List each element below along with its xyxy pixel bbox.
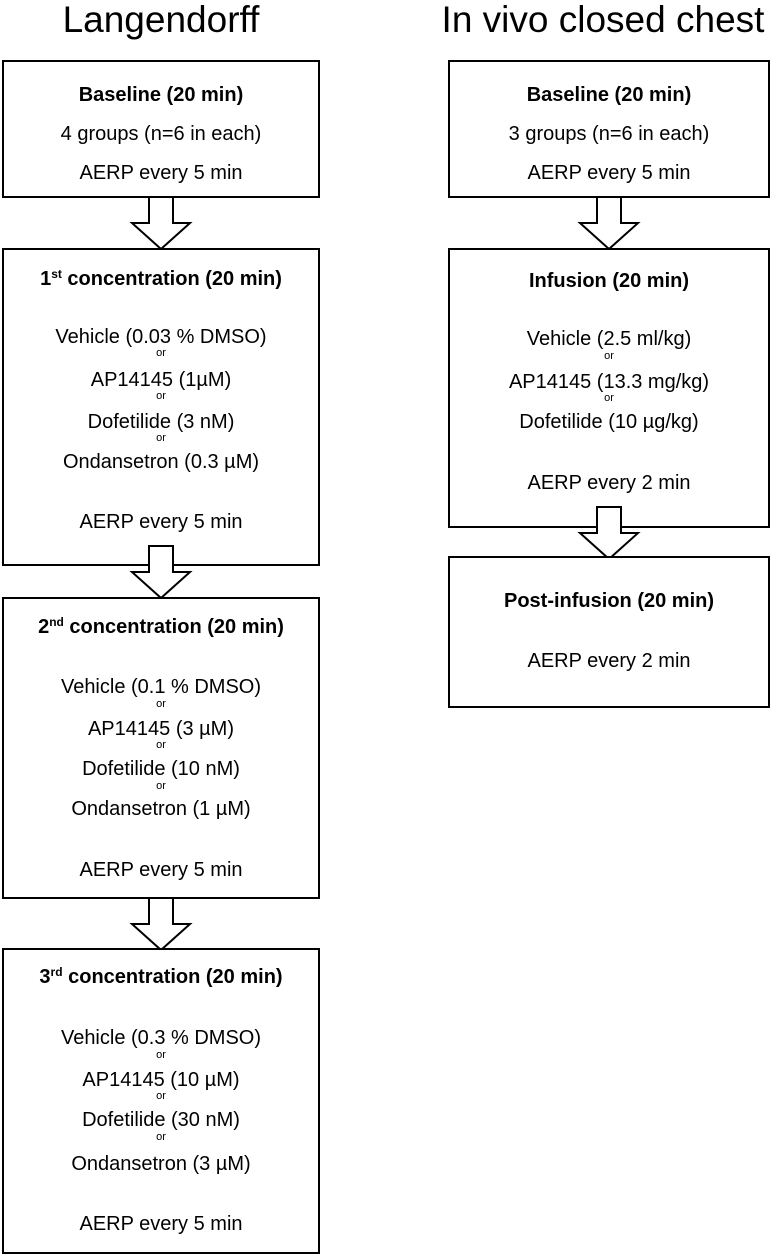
or-label: or <box>604 392 614 404</box>
langendorff-conc3-item-ondansetron: Ondansetron (3 µM) <box>71 1153 251 1175</box>
langendorff-conc2-aerp: AERP every 5 min <box>79 859 243 881</box>
langendorff-conc3-box <box>2 948 320 1254</box>
or-label: or <box>156 347 166 359</box>
langendorff-conc3-item-ap14145: AP14145 (10 µM) <box>82 1069 240 1091</box>
langendorff-conc2-title: 2nd concentration (20 min) <box>38 615 284 638</box>
or-label: or <box>156 739 166 751</box>
arrow-down-icon <box>131 546 191 600</box>
or-label: or <box>156 780 166 792</box>
langendorff-baseline-title: Baseline (20 min) <box>78 84 244 106</box>
langendorff-baseline-box <box>2 60 320 198</box>
langendorff-conc2-box <box>2 597 320 899</box>
arrow-down-icon <box>131 197 191 251</box>
invivo-infusion-box <box>448 248 770 528</box>
langendorff-baseline-aerp: AERP every 5 min <box>79 162 243 184</box>
langendorff-conc3-item-vehicle: Vehicle (0.3 % DMSO) <box>60 1027 262 1049</box>
langendorff-conc1-item-dofetilide: Dofetilide (3 nM) <box>87 411 235 433</box>
or-label: or <box>156 698 166 710</box>
or-label: or <box>156 432 166 444</box>
or-label: or <box>156 1131 166 1143</box>
invivo-infusion-title: Infusion (20 min) <box>529 270 689 292</box>
langendorff-conc1-item-ondansetron: Ondansetron (0.3 µM) <box>62 451 260 473</box>
or-label: or <box>156 1090 166 1102</box>
langendorff-conc2-item-ondansetron: Ondansetron (1 µM) <box>71 798 251 820</box>
or-label: or <box>156 1049 166 1061</box>
langendorff-column-title: Langendorff <box>62 0 260 40</box>
arrow-down-icon <box>579 197 639 251</box>
invivo-post-infusion-box <box>448 556 770 708</box>
langendorff-conc1-aerp: AERP every 5 min <box>79 511 243 533</box>
invivo-infusion-item-vehicle: Vehicle (2.5 ml/kg) <box>526 328 692 350</box>
invivo-baseline-aerp: AERP every 5 min <box>527 162 691 184</box>
or-label: or <box>156 390 166 402</box>
langendorff-conc1-box <box>2 248 320 566</box>
langendorff-conc1-item-vehicle: Vehicle (0.03 % DMSO) <box>55 326 267 348</box>
invivo-post-infusion-title: Post-infusion (20 min) <box>504 590 714 612</box>
langendorff-conc3-aerp: AERP every 5 min <box>79 1213 243 1235</box>
langendorff-conc2-item-ap14145: AP14145 (3 µM) <box>87 718 235 740</box>
invivo-baseline-box <box>448 60 770 198</box>
langendorff-conc3-title: 3rd concentration (20 min) <box>39 965 283 988</box>
langendorff-conc1-title: 1st concentration (20 min) <box>40 267 282 290</box>
invivo-infusion-item-ap14145: AP14145 (13.3 mg/kg) <box>508 371 710 393</box>
arrow-down-icon <box>579 507 639 561</box>
langendorff-conc1-item-ap14145: AP14145 (1µM) <box>90 369 232 391</box>
langendorff-conc3-item-dofetilide: Dofetilide (30 nM) <box>82 1109 240 1131</box>
langendorff-conc2-item-dofetilide: Dofetilide (10 nM) <box>82 758 240 780</box>
invivo-infusion-aerp: AERP every 2 min <box>527 472 691 494</box>
arrow-down-icon <box>131 898 191 952</box>
invivo-post-infusion-aerp: AERP every 2 min <box>527 650 691 672</box>
invivo-baseline-groups: 3 groups (n=6 in each) <box>508 123 710 145</box>
invivo-baseline-title: Baseline (20 min) <box>526 84 692 106</box>
langendorff-conc2-item-vehicle: Vehicle (0.1 % DMSO) <box>60 676 262 698</box>
or-label: or <box>604 350 614 362</box>
invivo-column-title: In vivo closed chest <box>441 0 765 40</box>
langendorff-baseline-groups: 4 groups (n=6 in each) <box>60 123 262 145</box>
invivo-infusion-item-dofetilide: Dofetilide (10 µg/kg) <box>519 411 699 433</box>
